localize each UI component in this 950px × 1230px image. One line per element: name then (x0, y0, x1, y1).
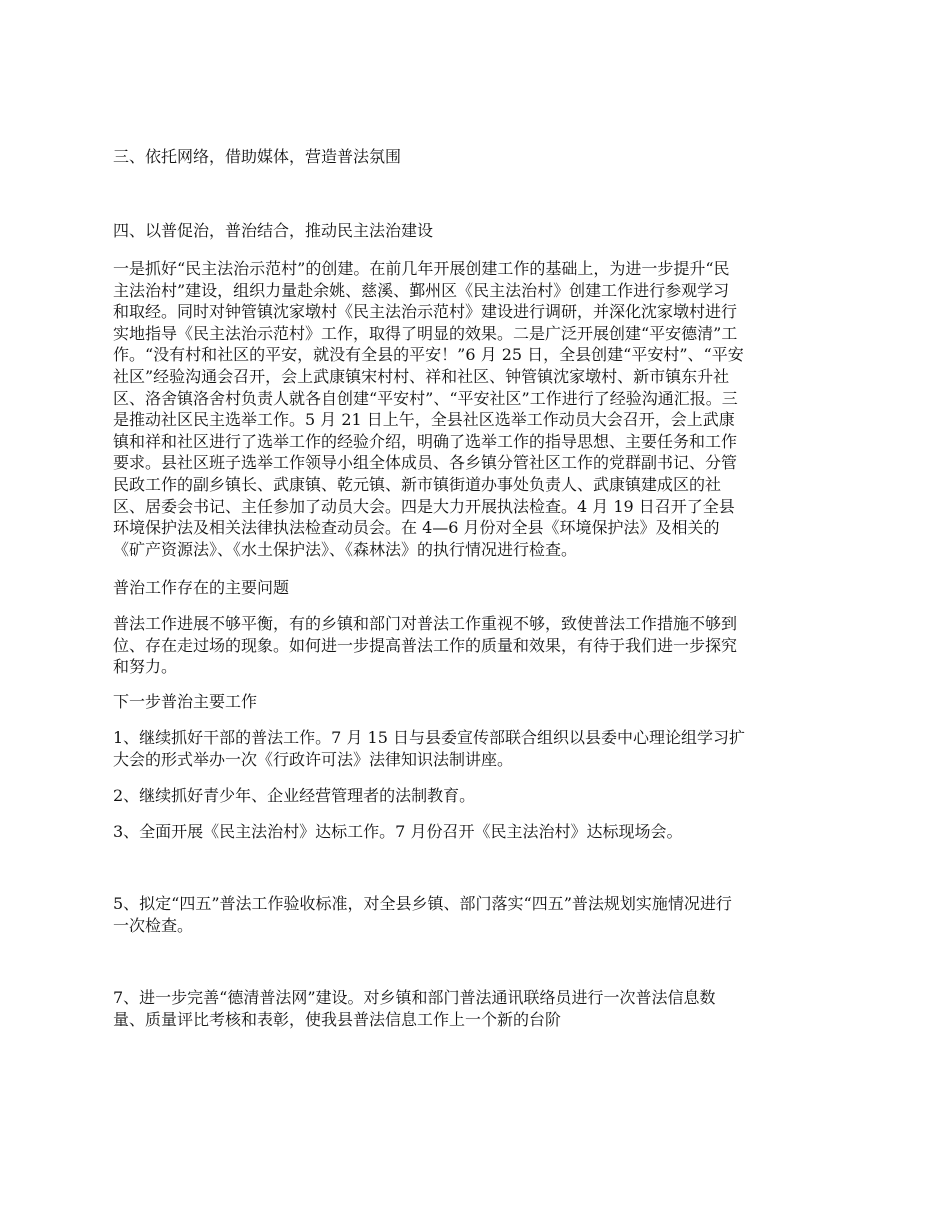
body-line-7: 区、洛舍镇洛舍村负责人就各自创建“平安村”、“平安社区”工作进行了经验沟通汇报。三 (113, 388, 738, 408)
body-line-1: 一是抓好“民主法治示范村”的创建。在前几年开展创建工作的基础上，为进一步提升“民 (113, 259, 730, 278)
body-line-6: 社区”经验沟通会召开，会上武康镇宋村村、祥和社区、钟管镇沈家墩村、新市镇东升社 (113, 366, 730, 386)
problems-paragraph (113, 613, 853, 678)
body-line-4: 实地指导《民主法治示范村》工作，取得了明显的效果。二是广泛开展创建“平安德清”工 (113, 323, 738, 343)
body-line-9: 镇和祥和社区进行了选举工作的经验介绍，明确了选举工作的指导思想、主要任务和工作 (113, 431, 738, 451)
body-line-14: 《矿产资源法》、《水土保护法》、《森林法》的执行情况进行检查。 (113, 539, 578, 559)
body-line-8: 是推动社区民主选举工作。5 月 21 日上午，全县社区选举工作动员大会召开，会上武康 (113, 410, 735, 430)
section-heading-4: 四、以普促治，普治结合，推动民主法治建设 (113, 221, 434, 240)
next-step-item-3: 3、全面开展《民主法治村》达标工作。7 月份召开《民主法治村》达标现场会。 (113, 822, 683, 841)
problems-line-1: 普法工作进展不够平衡，有的乡镇和部门对普法工作重视不够，致使普法工作措施不够到 (113, 614, 738, 633)
body-line-12: 区、居委会书记、主任参加了动员大会。四是大力开展执法检查。4 月 19 日召开了全县 (113, 496, 735, 516)
body-line-2: 主法治村”建设，组织力量赴余姚、慈溪、鄞州区《民主法治村》创建工作进行参观学习 (113, 280, 730, 300)
body-line-5: 作。“没有村和社区的平安，就没有全县的平安！”6 月 25 日，全县创建“平安村”、“平安 (113, 345, 744, 365)
next-step-item-2: 2、继续抓好青少年、企业经营管理者的法制教育。 (113, 786, 476, 805)
body-line-13: 环境保护法及相关法律执法检查动员会。在 4—6 月份对全县《环境保护法》及相关的 (113, 518, 720, 538)
body-line-3: 和取经。同时对钟管镇沈家墩村《民主法治示范村》建设进行调研，并深化沈家墩村进行 (113, 302, 738, 322)
next-step-item-1: 1、继续抓好干部的普法工作。7 月 15 日与县委宣传部联合组织以县委中心理论组学习扩 大会的形式举办一次《行政许可法》法律知识法制讲座。 (113, 728, 745, 769)
problems-line-3: 和努力。 (113, 657, 178, 677)
next-step-item-5: 5、拟定“四五”普法工作验收标准，对全县乡镇、部门落实“四五”普法规划实施情况进行 一次检查。 (113, 894, 732, 935)
body-line-10: 要求。县社区班子选举工作领导小组全体成员、各乡镇分管社区工作的党群副书记、分管 (113, 453, 738, 473)
body-line-11: 民政工作的副乡镇长、武康镇、乾元镇、新市镇街道办事处负责人、武康镇建成区的社 (113, 474, 722, 494)
body-paragraph (113, 258, 853, 560)
section-heading-3: 三、依托网络，借助媒体，营造普法氛围 (113, 147, 402, 166)
problems-heading: 普治工作存在的主要问题 (113, 578, 290, 597)
next-steps-heading: 下一步普治主要工作 (113, 692, 258, 711)
problems-line-2: 位、存在走过场的现象。如何进一步提高普法工作的质量和效果，有待于我们进一步探究 (113, 635, 738, 655)
next-step-item-7: 7、进一步完善“德清普法网”建设。对乡镇和部门普法通讯联络员进行一次普法信息数 量、质量评比考核和表彰，使我县普法信息工作上一个新的台阶 (113, 988, 716, 1029)
